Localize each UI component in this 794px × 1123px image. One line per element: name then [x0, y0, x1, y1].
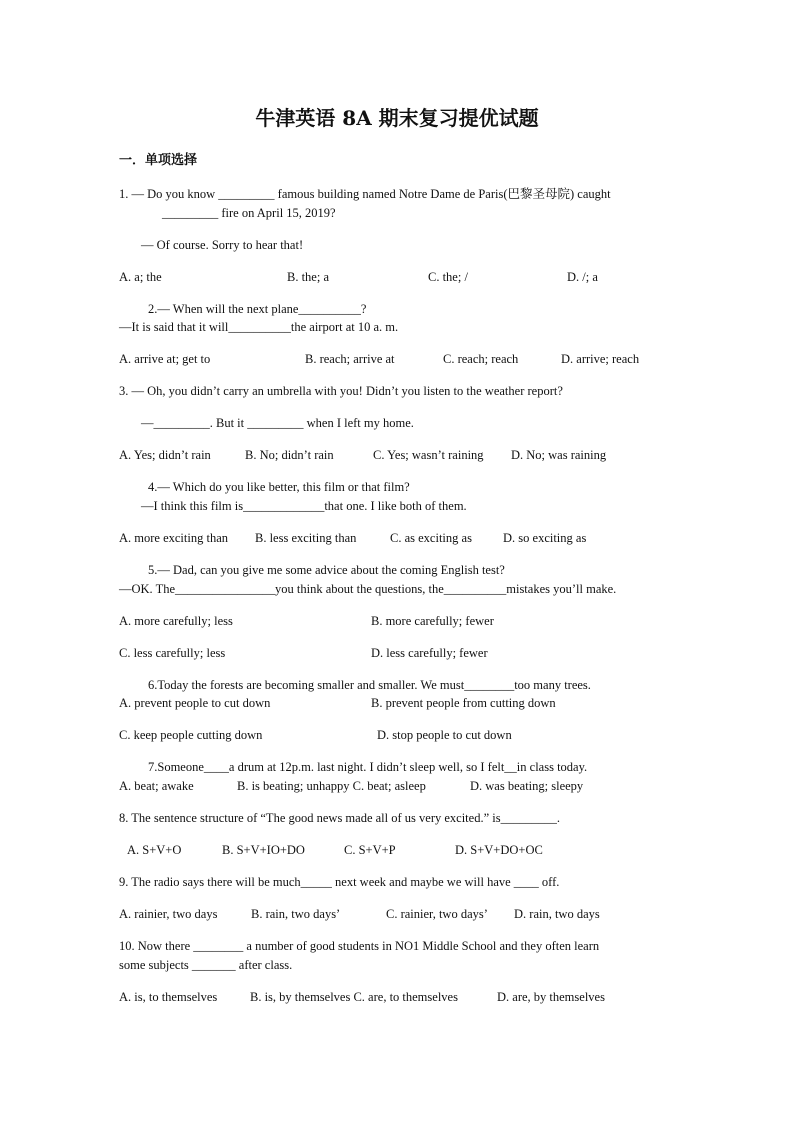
section-heading: 一．单项选择 — [119, 153, 198, 168]
q4-option-c: C. as exciting as — [390, 531, 472, 545]
q6-option-a: A. prevent people to cut down — [119, 696, 271, 710]
q8-option-a: A. S+V+O — [127, 843, 182, 857]
q8-option-b: B. S+V+IO+DO — [222, 843, 305, 857]
q4-option-a: A. more exciting than — [119, 531, 228, 545]
q5-option-b: B. more carefully; fewer — [371, 614, 494, 628]
q7-option-d: D. was beating; sleepy — [470, 779, 584, 793]
q5-reply: —OK. The________________you think about the questions, the__________mistakes you’ll make. — [119, 582, 617, 596]
q7-stem: 7.Someone____a drum at 12p.m. last night. I didn’t sleep well, so I felt__in class today. — [148, 760, 588, 774]
q8-stem: 8. The sentence structure of “The good news made all of us very excited.” is_________. — [119, 811, 560, 825]
q2-option-d: D. arrive; reach — [561, 352, 640, 366]
q2-option-c: C. reach; reach — [443, 352, 519, 366]
q10-option-d: D. are, by themselves — [497, 990, 605, 1004]
q4-stem: 4.— Which do you like better, this film or that film? — [148, 480, 410, 494]
q3-stem: 3. — Oh, you didn’t carry an umbrella with you! Didn’t you listen to the weather report? — [119, 384, 563, 398]
q4-option-b: B. less exciting than — [255, 531, 357, 545]
q10-option-b-c: B. is, by themselves C. are, to themselves — [250, 990, 458, 1004]
q1-option-d: D. /; a — [567, 270, 598, 284]
q3-option-d: D. No; was raining — [511, 448, 607, 462]
q8-option-d: D. S+V+DO+OC — [455, 843, 543, 857]
q6-option-d: D. stop people to cut down — [377, 728, 512, 742]
q1-stem-continued: _________ fire on April 15, 2019? — [162, 206, 336, 220]
q3-option-b: B. No; didn’t rain — [245, 448, 334, 462]
q1-stem: 1. — Do you know _________ famous building named Notre Dame de Paris(巴黎圣母院) caught — [119, 187, 611, 201]
q3-option-c: C. Yes; wasn’t raining — [373, 448, 484, 462]
q9-option-a: A. rainier, two days — [119, 907, 218, 921]
q1-option-b: B. the; a — [287, 270, 330, 284]
q10-stem-continued: some subjects _______ after class. — [119, 958, 293, 972]
q10-option-a: A. is, to themselves — [119, 990, 218, 1004]
q9-option-d: D. rain, two days — [514, 907, 600, 921]
q5-stem: 5.— Dad, can you give me some advice about the coming English test? — [148, 563, 505, 577]
q2-option-b: B. reach; arrive at — [305, 352, 395, 366]
q4-option-d: D. so exciting as — [503, 531, 587, 545]
q7-option-a: A. beat; awake — [119, 779, 194, 793]
q9-stem: 9. The radio says there will be much_____ next week and maybe we will have ____ off. — [119, 875, 560, 889]
q5-option-a: A. more carefully; less — [119, 614, 233, 628]
q5-option-d: D. less carefully; fewer — [371, 646, 488, 660]
q10-stem: 10. Now there ________ a number of good students in NO1 Middle School and they often learn — [119, 939, 600, 953]
q5-option-c: C. less carefully; less — [119, 646, 226, 660]
q8-option-c: C. S+V+P — [344, 843, 396, 857]
q9-option-c: C. rainier, two days’ — [386, 907, 488, 921]
q3-option-a: A. Yes; didn’t rain — [119, 448, 211, 462]
q7-option-b-c: B. is beating; unhappy C. beat; asleep — [237, 779, 426, 793]
q4-reply: —I think this film is_____________that one. I like both of them. — [141, 499, 467, 513]
q6-option-c: C. keep people cutting down — [119, 728, 263, 742]
q2-option-a: A. arrive at; get to — [119, 352, 211, 366]
page-title: 牛津英语 8A 期末复习提优试题 — [255, 106, 539, 130]
q3-reply: —_________. But it _________ when I left my home. — [141, 416, 414, 430]
q1-reply: — Of course. Sorry to hear that! — [141, 238, 304, 252]
q1-option-a: A. a; the — [119, 270, 162, 284]
q6-option-b: B. prevent people from cutting down — [371, 696, 556, 710]
q6-stem: 6.Today the forests are becoming smaller and smaller. We must________too many trees. — [148, 678, 591, 692]
q2-reply: —It is said that it will__________the airport at 10 a. m. — [119, 320, 399, 334]
q2-stem: 2.— When will the next plane__________? — [148, 302, 367, 316]
q9-option-b: B. rain, two days’ — [251, 907, 341, 921]
q1-option-c: C. the; / — [428, 270, 468, 284]
